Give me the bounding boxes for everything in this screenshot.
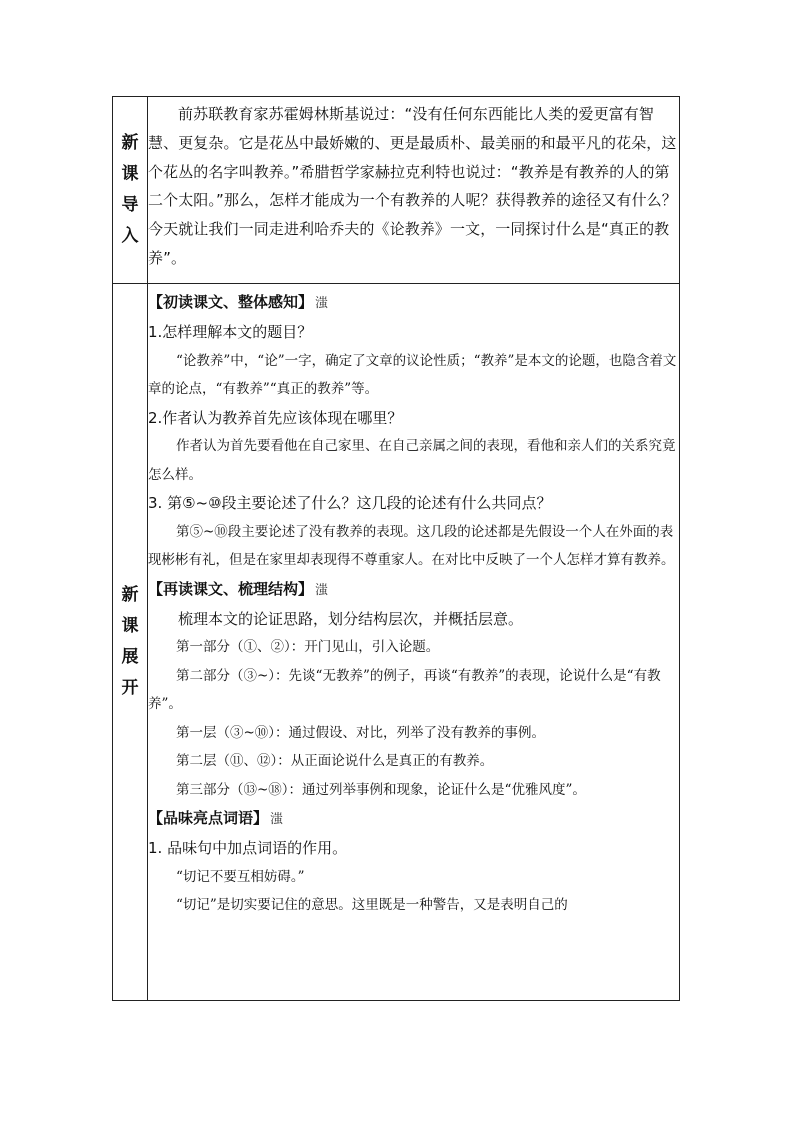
heading-glyph: 滍	[315, 582, 329, 598]
heading-first-reading: 【初读课文、整体感知】 滍	[148, 293, 329, 311]
intro-row	[113, 97, 680, 284]
intro-paragraph: 前苏联教育家苏霍姆林斯基说过：“没有任何东西能比人类的爱更富有智慧、更复杂。它是花丛中最娇嫩的、更是最质朴、最美丽的和最平凡的花朵，这个花丛的名字叫教养。”希腊哲学家赫拉克利特也说过：“教养是有教养的人的第二个太阳。”那么，怎样才能成为一个有教养的人呢？获得教养的途径又有什么？今天就让我们一同走进利哈乔夫的《论教养》一文，一同探讨什么是“真正的教养”。	[148, 105, 677, 267]
structure-part-1: 第一部分（①、②）：开门见山，引入论题。	[176, 639, 440, 655]
question-2: 2.作者认为教养首先应该体现在哪里？	[148, 408, 403, 427]
heading-glyph: 滍	[270, 812, 284, 827]
question-1: 1.怎样理解本文的题目？	[148, 323, 313, 341]
heading-word-appreciation: 【品味亮点词语】 滍	[148, 809, 284, 827]
lesson-label-cell	[113, 284, 148, 1001]
heading-structure: 【再读课文、梳理结构】 滍	[148, 579, 329, 598]
heading-glyph: 滍	[315, 296, 329, 311]
lesson-row	[113, 284, 680, 1001]
structure-layer-1: 第一层（③~⑩）：通过假设、对比，列举了没有教养的事例。	[176, 724, 546, 741]
structure-intro: 梳理本文的论证思路，划分结构层次，并概括层意。	[178, 609, 524, 628]
word-quote: “切记不要互相妨碍。”	[176, 868, 305, 885]
section-label-lesson: 新 课 展 开	[121, 585, 139, 698]
lesson-content-cell	[148, 284, 680, 1001]
structure-layer-2: 第二层（⑪、⑫）：从正面论说什么是真正的有教养。	[176, 753, 494, 769]
word-question-1: 1. 品味句中加点词语的作用。	[148, 839, 348, 857]
answer-1: “论教养”中，“论”一字，确定了文章的议论性质；“教养”是本文的论题，也隐含着文章的论点，“有教养”“真正的教养”等。	[148, 352, 677, 397]
lesson-plan-table	[112, 96, 680, 1001]
section-label-intro: 新 课 导 入	[121, 133, 139, 246]
answer-3: 第⑤~⑩段主要论述了没有教养的表现。这几段的论述都是先假设一个人在外面的表现彬彬有礼，但是在家里却表现得不尊重家人。在对比中反映了一个人怎样才算有教养。	[148, 523, 675, 568]
question-3: 3. 第⑤~⑩段主要论述了什么？这几段的论述有什么共同点？	[148, 494, 552, 512]
word-answer-1: “切记”是切实要记住的意思。这里既是一种警告，又是表明自己的	[176, 897, 568, 913]
intro-label-cell	[113, 97, 148, 284]
structure-part-2: 第二部分（③~）：先谈“无教养”的例子，再谈“有教养”的表现，论说什么是“有教养”。	[148, 667, 661, 712]
intro-content-cell	[148, 97, 680, 284]
structure-part-3: 第三部分（⑬~⑱）：通过列举事例和现象，论证什么是“优雅风度”。	[176, 781, 586, 798]
answer-2: 作者认为首先要看他在自己家里、在自己亲属之间的表现，看他和亲人们的关系究竟怎么样。	[148, 438, 676, 483]
